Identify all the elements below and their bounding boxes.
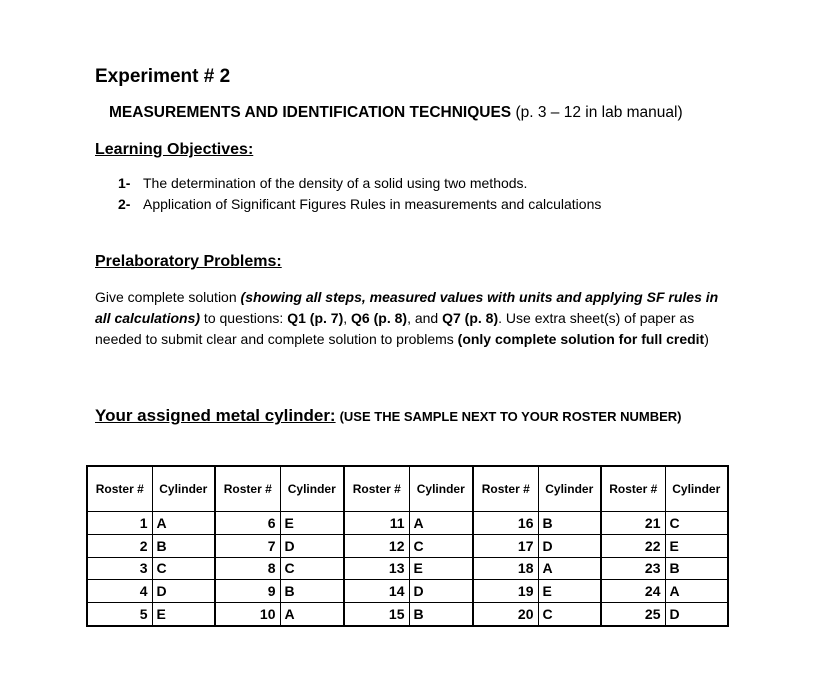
table-row	[87, 557, 728, 580]
cylinder-letter: C	[152, 557, 215, 580]
roster-number: 12	[344, 534, 409, 557]
roster-number: 15	[344, 603, 409, 626]
cylinder-letter: E	[409, 557, 473, 580]
prelab-emphasis: (only complete solution for full credit	[457, 331, 705, 347]
roster-number: 6	[215, 512, 280, 535]
roster-number: 3	[87, 557, 152, 580]
cylinder-header: Cylinder	[152, 466, 215, 512]
roster-number: 10	[215, 603, 280, 626]
roster-number: 14	[344, 580, 409, 603]
roster-number: 8	[215, 557, 280, 580]
cylinder-letter: C	[538, 603, 601, 626]
prelab-instructions: Give complete solution (showing all steps, measured values with units and applying SF rules in all calculations) to questions: Q1 (p. 7), Q6 (p. 8), and Q7 (p. 8). Use extra sheet(s) of paper as needed to submit clear and complete solution to problems (only complete solution for full credit)	[95, 289, 719, 347]
roster-number: 22	[601, 534, 665, 557]
table-row	[87, 580, 728, 603]
experiment-subtitle	[109, 104, 683, 122]
cylinder-letter: B	[538, 512, 601, 535]
cylinder-letter: E	[538, 580, 601, 603]
roster-number: 2	[87, 534, 152, 557]
objective-number: 2-	[118, 196, 131, 212]
question-ref: Q1	[287, 310, 306, 326]
cylinder-letter: D	[280, 534, 344, 557]
cylinder-letter: D	[665, 603, 728, 626]
cylinder-letter: B	[152, 534, 215, 557]
roster-number: 11	[344, 512, 409, 535]
prelab-text: . Use extra sheet(s) of paper as needed to submit clear and complete solution to problems	[95, 310, 695, 347]
cylinder-header: Cylinder	[538, 466, 601, 512]
cylinder-letter: D	[152, 580, 215, 603]
prelab-text: Give complete solution	[95, 289, 241, 305]
roster-number: 13	[344, 557, 409, 580]
cylinder-header: Cylinder	[280, 466, 344, 512]
roster-number: 18	[473, 557, 538, 580]
table-header-row	[87, 466, 728, 512]
objective-item	[118, 175, 527, 191]
roster-number: 1	[87, 512, 152, 535]
cylinder-letter: B	[280, 580, 344, 603]
cylinder-letter: C	[280, 557, 344, 580]
prelab-emphasis: (showing all steps, measured values with units and applying SF rules in all calculations)	[95, 289, 719, 326]
roster-header: Roster #	[215, 466, 280, 512]
roster-number: 20	[473, 603, 538, 626]
cylinder-letter: E	[152, 603, 215, 626]
cylinder-letter: C	[665, 512, 728, 535]
cylinder-letter: E	[665, 534, 728, 557]
learning-objectives-heading: Learning Objectives:	[95, 141, 254, 158]
cylinder-letter: D	[409, 580, 473, 603]
assignment-note: (USE THE SAMPLE NEXT TO YOUR ROSTER NUMBER)	[339, 409, 682, 424]
roster-table	[86, 465, 729, 627]
cylinder-header: Cylinder	[665, 466, 728, 512]
roster-number: 7	[215, 534, 280, 557]
assignment-heading: Your assigned metal cylinder:	[95, 406, 336, 425]
cylinder-letter: B	[409, 603, 473, 626]
roster-number: 5	[87, 603, 152, 626]
cylinder-header: Cylinder	[409, 466, 473, 512]
cylinder-letter: D	[538, 534, 601, 557]
table-row	[87, 603, 728, 626]
objective-number: 1-	[118, 175, 131, 191]
cylinder-letter: A	[665, 580, 728, 603]
subtitle-main: MEASUREMENTS AND IDENTIFICATION TECHNIQUES	[109, 104, 512, 121]
cylinder-letter: E	[280, 512, 344, 535]
roster-number: 16	[473, 512, 538, 535]
roster-number: 17	[473, 534, 538, 557]
subtitle-pages: (p. 3 – 12 in lab manual)	[511, 104, 683, 121]
roster-number: 23	[601, 557, 665, 580]
cylinder-letter: A	[152, 512, 215, 535]
table-row	[87, 512, 728, 535]
cylinder-letter: A	[538, 557, 601, 580]
cylinder-letter: A	[409, 512, 473, 535]
roster-number: 21	[601, 512, 665, 535]
question-page: (p. 8)	[373, 310, 408, 326]
roster-header: Roster #	[601, 466, 665, 512]
roster-number: 19	[473, 580, 538, 603]
cylinder-letter: B	[665, 557, 728, 580]
cylinder-letter: C	[409, 534, 473, 557]
roster-number: 24	[601, 580, 665, 603]
prelab-text: )	[704, 331, 709, 347]
prelab-text: , and	[407, 310, 443, 326]
table-row	[87, 534, 728, 557]
question-ref: Q6	[351, 310, 370, 326]
roster-header: Roster #	[344, 466, 409, 512]
prelab-heading: Prelaboratory Problems:	[95, 253, 282, 270]
roster-number: 25	[601, 603, 665, 626]
page-title: Experiment # 2	[95, 66, 231, 87]
assignment-line	[95, 406, 681, 426]
objective-text: Application of Significant Figures Rules in measurements and calculations	[143, 196, 602, 212]
roster-header: Roster #	[87, 466, 152, 512]
cylinder-letter: A	[280, 603, 344, 626]
objective-item	[118, 196, 601, 212]
objective-text: The determination of the density of a solid using two methods.	[143, 175, 528, 191]
prelab-text: to questions:	[200, 310, 288, 326]
question-ref: Q7	[442, 310, 461, 326]
roster-number: 9	[215, 580, 280, 603]
roster-number: 4	[87, 580, 152, 603]
question-page: (p. 8)	[464, 310, 499, 326]
roster-header: Roster #	[473, 466, 538, 512]
question-page: (p. 7)	[309, 310, 344, 326]
